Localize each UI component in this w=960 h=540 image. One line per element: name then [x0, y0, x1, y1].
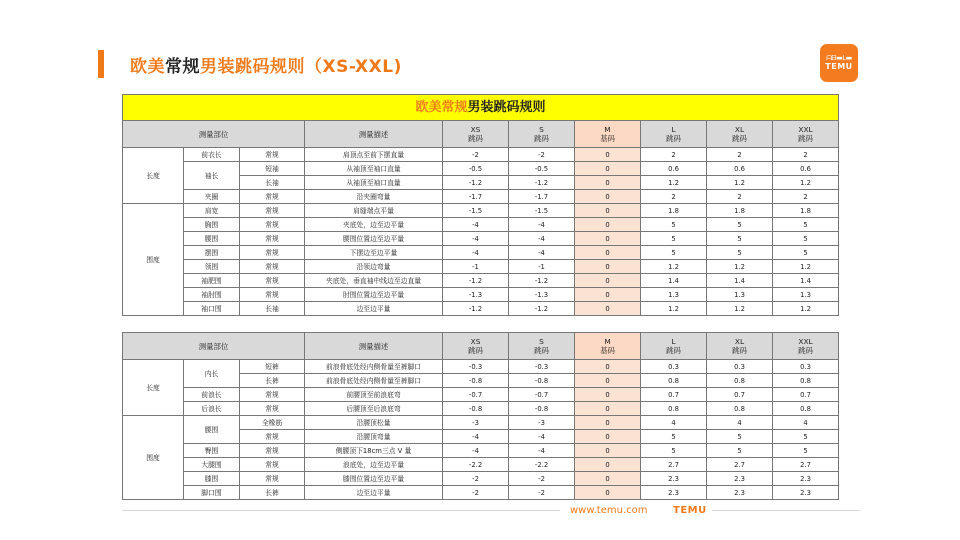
value-cell-m: 0	[575, 190, 641, 204]
value-cell-l: 0.8	[641, 374, 707, 388]
value-cell-m: 0	[575, 204, 641, 218]
size-label: 基码	[600, 134, 615, 143]
value-cell-xxl: 5	[773, 430, 839, 444]
table-row	[123, 190, 839, 204]
value-cell-xl: 5	[707, 246, 773, 260]
desc-cell: 前浪骨底处经内侧骨量至裤脚口	[305, 360, 443, 374]
desc-cell: 侧腰顶下18cm三点 V 量	[305, 444, 443, 458]
title-part-2: 常规	[165, 57, 200, 77]
footer-divider-left	[122, 510, 560, 511]
header-size-xxl	[773, 121, 839, 148]
value-cell-xl: 0.8	[707, 402, 773, 416]
desc-cell: 夹底处，垂直袖中线边至边直量	[305, 274, 443, 288]
value-cell-xxl: 1.2	[773, 260, 839, 274]
table-row	[123, 246, 839, 260]
size-label: 跳码	[534, 346, 549, 355]
type-cell: 长袖	[240, 302, 305, 316]
table-header-row	[123, 121, 839, 148]
part-cell: 肩宽	[184, 204, 240, 218]
value-cell-xl: 4	[707, 416, 773, 430]
value-cell-m: 0	[575, 486, 641, 500]
value-cell-xxl: 0.8	[773, 402, 839, 416]
value-cell-xl: 5	[707, 430, 773, 444]
value-cell-l: 0.7	[641, 388, 707, 402]
type-cell: 常规	[240, 288, 305, 302]
value-cell-s: -4	[509, 246, 575, 260]
value-cell-m: 0	[575, 458, 641, 472]
part-cell: 摆围	[184, 246, 240, 260]
size-name: M	[604, 125, 611, 134]
part-cell: 后浪长	[184, 402, 240, 416]
value-cell-s: -0.8	[509, 402, 575, 416]
value-cell-xxl: 2	[773, 190, 839, 204]
value-cell-m: 0	[575, 218, 641, 232]
value-cell-xl: 1.2	[707, 260, 773, 274]
page-title	[130, 52, 402, 77]
table-row	[123, 388, 839, 402]
type-cell: 长裤	[240, 486, 305, 500]
size-name: L	[671, 125, 676, 134]
table-row	[123, 402, 839, 416]
part-cell: 臀围	[184, 444, 240, 458]
size-name: XL	[734, 125, 745, 134]
desc-cell: 沿腰顶松量	[305, 416, 443, 430]
value-cell-xl: 1.4	[707, 274, 773, 288]
value-cell-l: 2	[641, 148, 707, 162]
size-label: 跳码	[468, 346, 483, 355]
footer-brand: TEMU	[673, 505, 707, 516]
value-cell-l: 5	[641, 232, 707, 246]
part-cell: 前衣长	[184, 148, 240, 162]
table-row	[123, 302, 839, 316]
size-label: 基码	[600, 346, 615, 355]
value-cell-l: 2.3	[641, 472, 707, 486]
type-cell: 常规	[240, 232, 305, 246]
desc-cell: 肩缝端点平量	[305, 204, 443, 218]
value-cell-xxl: 0.7	[773, 388, 839, 402]
value-cell-m: 0	[575, 260, 641, 274]
size-label: 跳码	[798, 346, 813, 355]
header-measure-desc: 测量描述	[305, 333, 443, 360]
value-cell-s: -4	[509, 218, 575, 232]
part-cell: 前浪长	[184, 388, 240, 402]
value-cell-xs: -1.2	[443, 274, 509, 288]
type-cell: 长袖	[240, 176, 305, 190]
desc-cell: 肩顶点至前下摆直量	[305, 148, 443, 162]
value-cell-m: 0	[575, 374, 641, 388]
table-row	[123, 444, 839, 458]
footer-divider-right	[712, 510, 860, 511]
value-cell-l: 0.3	[641, 360, 707, 374]
footer-url[interactable]: www.temu.com	[570, 505, 648, 516]
size-label: 跳码	[468, 134, 483, 143]
header-size-l	[641, 333, 707, 360]
desc-cell: 后腰顶至后浪底弯	[305, 402, 443, 416]
value-cell-xl: 1.2	[707, 176, 773, 190]
value-cell-l: 1.8	[641, 204, 707, 218]
part-cell: 胸围	[184, 218, 240, 232]
top-size-grading-table	[122, 94, 839, 316]
value-cell-xxl: 0.8	[773, 374, 839, 388]
header-size-m	[575, 333, 641, 360]
value-cell-xs: -0.5	[443, 162, 509, 176]
value-cell-xs: -2	[443, 486, 509, 500]
header-measure-part: 测量部位	[123, 121, 305, 148]
value-cell-l: 4	[641, 416, 707, 430]
value-cell-xl: 0.7	[707, 388, 773, 402]
value-cell-s: -0.3	[509, 360, 575, 374]
desc-cell: 肘围位置边至边平量	[305, 288, 443, 302]
part-cell: 袖肘围	[184, 288, 240, 302]
desc-cell: 下摆边至边平量	[305, 246, 443, 260]
value-cell-s: -1	[509, 260, 575, 274]
value-cell-s: -1.2	[509, 176, 575, 190]
type-cell: 长裤	[240, 374, 305, 388]
value-cell-xxl: 2	[773, 148, 839, 162]
value-cell-xs: -4	[443, 218, 509, 232]
value-cell-m: 0	[575, 302, 641, 316]
type-cell: 常规	[240, 430, 305, 444]
part-cell: 内长	[184, 360, 240, 388]
value-cell-m: 0	[575, 288, 641, 302]
part-cell: 袖口围	[184, 302, 240, 316]
value-cell-s: -2	[509, 148, 575, 162]
title-part-1: 欧美	[130, 57, 165, 77]
banner-title-part-1: 欧美常规	[415, 100, 468, 115]
value-cell-xxl: 0.6	[773, 162, 839, 176]
table-row	[123, 416, 839, 430]
table-row	[123, 232, 839, 246]
value-cell-s: -1.3	[509, 288, 575, 302]
part-cell: 袖长	[184, 162, 240, 190]
table-row	[123, 274, 839, 288]
table-row	[123, 486, 839, 500]
bottom-size-grading-table	[122, 332, 839, 500]
part-cell: 腰围	[184, 232, 240, 246]
value-cell-xl: 2	[707, 148, 773, 162]
value-cell-l: 2	[641, 190, 707, 204]
banner-title-part-2: 男装跳码规则	[467, 100, 546, 115]
type-cell: 常规	[240, 204, 305, 218]
value-cell-xl: 0.8	[707, 374, 773, 388]
group-cell: 长度	[123, 148, 184, 204]
value-cell-xs: -1.5	[443, 204, 509, 218]
value-cell-l: 1.3	[641, 288, 707, 302]
size-name: XXL	[798, 125, 813, 134]
value-cell-xl: 5	[707, 444, 773, 458]
value-cell-l: 1.2	[641, 302, 707, 316]
type-cell: 常规	[240, 260, 305, 274]
value-cell-m: 0	[575, 246, 641, 260]
value-cell-xxl: 1.2	[773, 176, 839, 190]
type-cell: 常规	[240, 388, 305, 402]
type-cell: 常规	[240, 246, 305, 260]
part-cell: 大腿围	[184, 458, 240, 472]
value-cell-xxl: 2.3	[773, 472, 839, 486]
value-cell-xs: -0.7	[443, 388, 509, 402]
value-cell-l: 5	[641, 430, 707, 444]
value-cell-l: 0.8	[641, 402, 707, 416]
value-cell-xl: 5	[707, 232, 773, 246]
desc-cell: 从袖顶至袖口直量	[305, 162, 443, 176]
size-label: 跳码	[666, 134, 681, 143]
value-cell-xl: 0.3	[707, 360, 773, 374]
group-cell: 围度	[123, 416, 184, 500]
part-cell: 夹圈	[184, 190, 240, 204]
table-row	[123, 458, 839, 472]
group-cell: 长度	[123, 360, 184, 416]
value-cell-l: 1.2	[641, 176, 707, 190]
part-cell: 领围	[184, 260, 240, 274]
desc-cell: 沿领边弯量	[305, 260, 443, 274]
value-cell-m: 0	[575, 472, 641, 486]
value-cell-m: 0	[575, 162, 641, 176]
value-cell-s: -1.7	[509, 190, 575, 204]
value-cell-m: 0	[575, 388, 641, 402]
value-cell-xxl: 5	[773, 218, 839, 232]
value-cell-s: -4	[509, 444, 575, 458]
part-cell: 腰围	[184, 416, 240, 444]
value-cell-xs: -4	[443, 444, 509, 458]
desc-cell: 浪底处，边至边平量	[305, 458, 443, 472]
part-cell: 袖肥围	[184, 274, 240, 288]
value-cell-xxl: 5	[773, 246, 839, 260]
table-row	[123, 204, 839, 218]
value-cell-xs: -4	[443, 232, 509, 246]
value-cell-s: -0.8	[509, 374, 575, 388]
value-cell-xxl: 1.3	[773, 288, 839, 302]
value-cell-l: 2.7	[641, 458, 707, 472]
value-cell-m: 0	[575, 176, 641, 190]
value-cell-xs: -0.3	[443, 360, 509, 374]
desc-cell: 沿腰顶弯量	[305, 430, 443, 444]
value-cell-xxl: 4	[773, 416, 839, 430]
size-name: XS	[470, 125, 481, 134]
desc-cell: 边至边平量	[305, 486, 443, 500]
table-row	[123, 472, 839, 486]
header-measure-desc: 测量描述	[305, 121, 443, 148]
value-cell-l: 1.2	[641, 260, 707, 274]
header-size-xxl	[773, 333, 839, 360]
header-size-l	[641, 121, 707, 148]
value-cell-xl: 1.8	[707, 204, 773, 218]
value-cell-m: 0	[575, 274, 641, 288]
value-cell-xs: -1.7	[443, 190, 509, 204]
value-cell-xl: 2.3	[707, 472, 773, 486]
size-label: 跳码	[534, 134, 549, 143]
value-cell-m: 0	[575, 402, 641, 416]
value-cell-xxl: 5	[773, 444, 839, 458]
desc-cell: 边至边平量	[305, 302, 443, 316]
value-cell-m: 0	[575, 360, 641, 374]
value-cell-s: -1.2	[509, 302, 575, 316]
size-name: XXL	[798, 337, 813, 346]
value-cell-xs: -4	[443, 430, 509, 444]
header-size-m	[575, 121, 641, 148]
temu-logo	[820, 44, 858, 82]
desc-cell: 夹底处，边至边平量	[305, 218, 443, 232]
table-banner-title	[123, 95, 839, 121]
value-cell-xs: -1.3	[443, 288, 509, 302]
value-cell-xxl: 1.8	[773, 204, 839, 218]
group-cell: 围度	[123, 204, 184, 316]
size-name: S	[539, 125, 544, 134]
header-size-xl	[707, 121, 773, 148]
value-cell-s: -3	[509, 416, 575, 430]
value-cell-xl: 2.7	[707, 458, 773, 472]
value-cell-xs: -1	[443, 260, 509, 274]
value-cell-xs: -2	[443, 472, 509, 486]
header-measure-part: 测量部位	[123, 333, 305, 360]
value-cell-xl: 0.6	[707, 162, 773, 176]
desc-cell: 膝围位置边至边平量	[305, 472, 443, 486]
value-cell-l: 2.3	[641, 486, 707, 500]
table-row	[123, 360, 839, 374]
value-cell-xl: 1.2	[707, 302, 773, 316]
value-cell-xl: 2.3	[707, 486, 773, 500]
value-cell-m: 0	[575, 444, 641, 458]
type-cell: 短裤	[240, 360, 305, 374]
logo-glyphs: ᗩᗷ▬ᒪ▬	[826, 54, 852, 62]
value-cell-s: -0.5	[509, 162, 575, 176]
type-cell: 常规	[240, 444, 305, 458]
value-cell-s: -4	[509, 430, 575, 444]
type-cell: 常规	[240, 218, 305, 232]
value-cell-s: -2	[509, 472, 575, 486]
value-cell-xl: 5	[707, 218, 773, 232]
type-cell: 常规	[240, 402, 305, 416]
value-cell-xs: -4	[443, 246, 509, 260]
header-size-xl	[707, 333, 773, 360]
type-cell: 常规	[240, 190, 305, 204]
value-cell-s: -0.7	[509, 388, 575, 402]
size-label: 跳码	[732, 134, 747, 143]
type-cell: 短袖	[240, 162, 305, 176]
size-name: S	[539, 337, 544, 346]
type-cell: 全橡筋	[240, 416, 305, 430]
type-cell: 常规	[240, 458, 305, 472]
size-name: XS	[470, 337, 481, 346]
value-cell-xs: -0.8	[443, 402, 509, 416]
value-cell-xs: -3	[443, 416, 509, 430]
value-cell-l: 0.6	[641, 162, 707, 176]
value-cell-s: -1.5	[509, 204, 575, 218]
header-size-xs	[443, 121, 509, 148]
value-cell-l: 5	[641, 246, 707, 260]
value-cell-xxl: 2.7	[773, 458, 839, 472]
value-cell-xxl: 1.4	[773, 274, 839, 288]
title-part-3: 男装跳码规则（XS-XXL)	[200, 57, 402, 77]
title-accent-bar	[98, 50, 104, 78]
value-cell-xxl: 2.3	[773, 486, 839, 500]
header-size-s	[509, 333, 575, 360]
value-cell-l: 5	[641, 444, 707, 458]
value-cell-l: 1.4	[641, 274, 707, 288]
value-cell-s: -2	[509, 486, 575, 500]
value-cell-m: 0	[575, 430, 641, 444]
desc-cell: 腰围位置边至边平量	[305, 232, 443, 246]
value-cell-xs: -1.2	[443, 176, 509, 190]
size-name: M	[604, 337, 611, 346]
table-row	[123, 218, 839, 232]
type-cell: 常规	[240, 148, 305, 162]
desc-cell: 前浪骨底处经内侧骨量至裤脚口	[305, 374, 443, 388]
value-cell-xl: 2	[707, 190, 773, 204]
table-row	[123, 260, 839, 274]
value-cell-xxl: 1.2	[773, 302, 839, 316]
size-label: 跳码	[666, 346, 681, 355]
table-header-row	[123, 333, 839, 360]
table-row	[123, 162, 839, 176]
desc-cell: 从袖顶至袖口直量	[305, 176, 443, 190]
type-cell: 常规	[240, 274, 305, 288]
logo-text: TEMU	[825, 62, 853, 71]
value-cell-s: -2.2	[509, 458, 575, 472]
table-row	[123, 148, 839, 162]
value-cell-xs: -2	[443, 148, 509, 162]
value-cell-s: -1.2	[509, 274, 575, 288]
header-size-xs	[443, 333, 509, 360]
size-label: 跳码	[798, 134, 813, 143]
size-name: L	[671, 337, 676, 346]
value-cell-l: 5	[641, 218, 707, 232]
value-cell-m: 0	[575, 416, 641, 430]
value-cell-xl: 1.3	[707, 288, 773, 302]
value-cell-xxl: 5	[773, 232, 839, 246]
value-cell-xxl: 0.3	[773, 360, 839, 374]
table-banner-row	[123, 95, 839, 121]
desc-cell: 前腰顶至前浪底弯	[305, 388, 443, 402]
value-cell-m: 0	[575, 148, 641, 162]
value-cell-xs: -0.8	[443, 374, 509, 388]
value-cell-s: -4	[509, 232, 575, 246]
part-cell: 脚口围	[184, 486, 240, 500]
size-label: 跳码	[732, 346, 747, 355]
value-cell-xs: -2.2	[443, 458, 509, 472]
part-cell: 膝围	[184, 472, 240, 486]
type-cell: 常规	[240, 472, 305, 486]
value-cell-m: 0	[575, 232, 641, 246]
table-row	[123, 288, 839, 302]
size-name: XL	[734, 337, 745, 346]
desc-cell: 沿夹圈弯量	[305, 190, 443, 204]
header-size-s	[509, 121, 575, 148]
value-cell-xs: -1.2	[443, 302, 509, 316]
